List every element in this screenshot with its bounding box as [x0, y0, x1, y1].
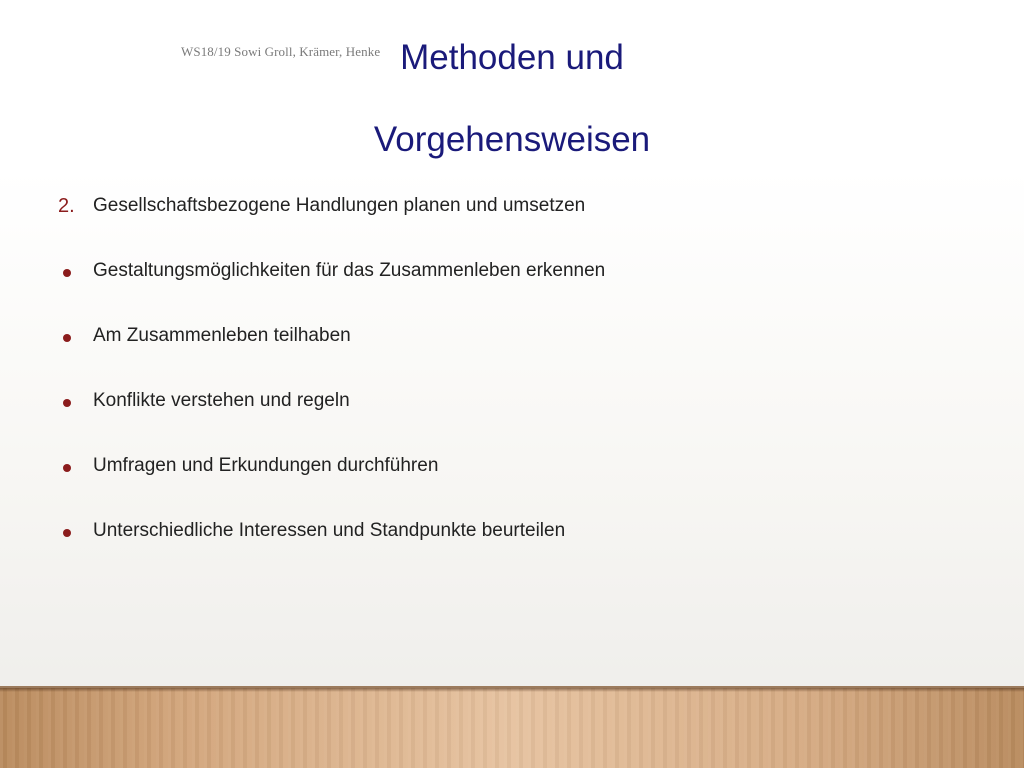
bullet-item-text: Unterschiedliche Interessen und Standpunkte beurteilen — [93, 520, 566, 541]
floor-shadow — [0, 688, 1024, 692]
slide-title-line-1: Methoden und — [400, 38, 624, 77]
wood-floor-background — [0, 688, 1024, 768]
header-note: WS18/19 Sowi Groll, Krämer, Henke — [181, 44, 381, 59]
bullet-item — [58, 258, 958, 323]
bullet-item — [58, 323, 958, 388]
bullet-icon — [63, 529, 71, 537]
bullet-icon — [63, 269, 71, 277]
numbered-item — [58, 193, 958, 258]
bullet-item-text: Am Zusammenleben teilhaben — [93, 325, 351, 346]
numbered-item-text: Gesellschaftsbezogene Handlungen planen und umsetzen — [93, 195, 586, 216]
bullet-icon — [63, 334, 71, 342]
bullet-item-text: Konflikte verstehen und regeln — [93, 390, 350, 411]
bullet-item — [58, 388, 958, 453]
bullet-item-text: Umfragen und Erkundungen durchführen — [93, 455, 439, 476]
bullet-item — [58, 453, 958, 518]
bullet-item — [58, 518, 958, 583]
number-marker: 2. — [58, 195, 75, 217]
bullet-icon — [63, 464, 71, 472]
bullet-icon — [63, 399, 71, 407]
content-list — [58, 193, 958, 583]
slide-title-line-2: Vorgehensweisen — [373, 120, 651, 159]
bullet-item-text: Gestaltungsmöglichkeiten für das Zusammenleben erkennen — [93, 260, 606, 281]
